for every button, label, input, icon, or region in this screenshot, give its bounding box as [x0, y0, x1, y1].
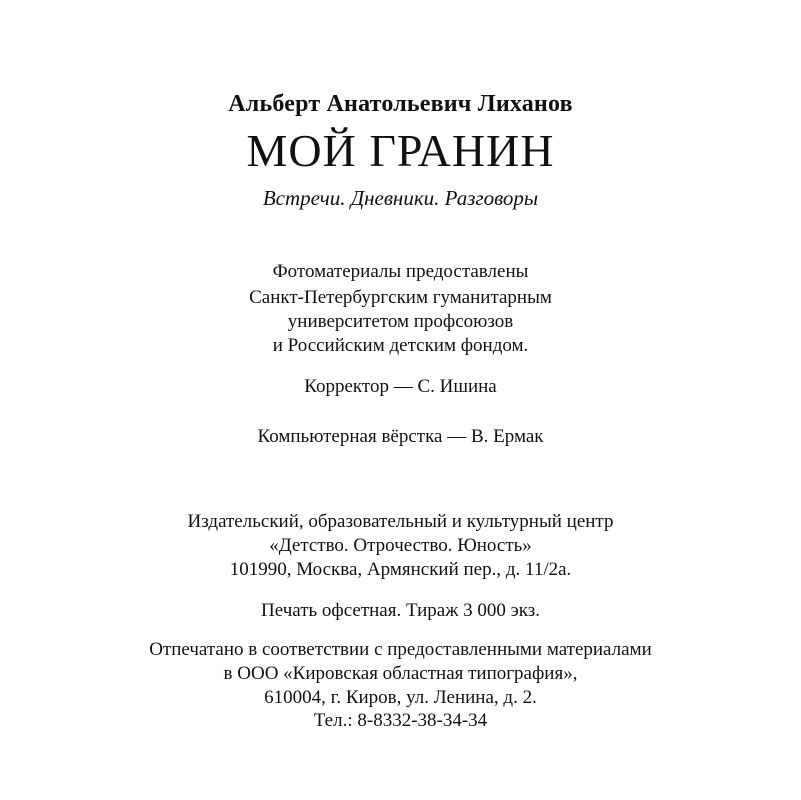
proofreader-credit: Корректор — С. Ишина — [304, 376, 497, 397]
book-title: МОЙ ГРАНИН — [246, 125, 555, 176]
book-subtitle: Встречи. Дневники. Разговоры — [262, 186, 539, 210]
print-run-info: Печать офсетная. Тираж 3 000 экз. — [261, 600, 540, 621]
publisher-line: «Детство. Отрочество. Юность» — [269, 535, 532, 556]
printer-line: Отпечатано в соответствии с предоставленными материалами — [149, 639, 652, 660]
publisher-line: Издательский, образовательный и культурный центр — [187, 511, 614, 532]
photo-credits-line: университетом профсоюзов — [287, 311, 514, 332]
printer-line: в ООО «Кировская областная типография», — [223, 663, 578, 684]
printer-line: 610004, г. Киров, ул. Ленина, д. 2. — [264, 687, 537, 708]
author-name: Альберт Анатольевич Лиханов — [228, 91, 573, 117]
publisher-line: 101990, Москва, Армянский пер., д. 11/2а. — [229, 559, 572, 580]
photo-credits-line: Санкт-Петербургским гуманитарным — [249, 287, 552, 308]
layout-credit: Компьютерная вёрстка — В. Ермак — [257, 426, 544, 447]
photo-credits-line: Фотоматериалы предоставлены — [272, 261, 529, 282]
printer-phone: Тел.: 8-8332-38-34-34 — [313, 710, 488, 731]
photo-credits-line: и Российским детским фондом. — [272, 335, 529, 356]
